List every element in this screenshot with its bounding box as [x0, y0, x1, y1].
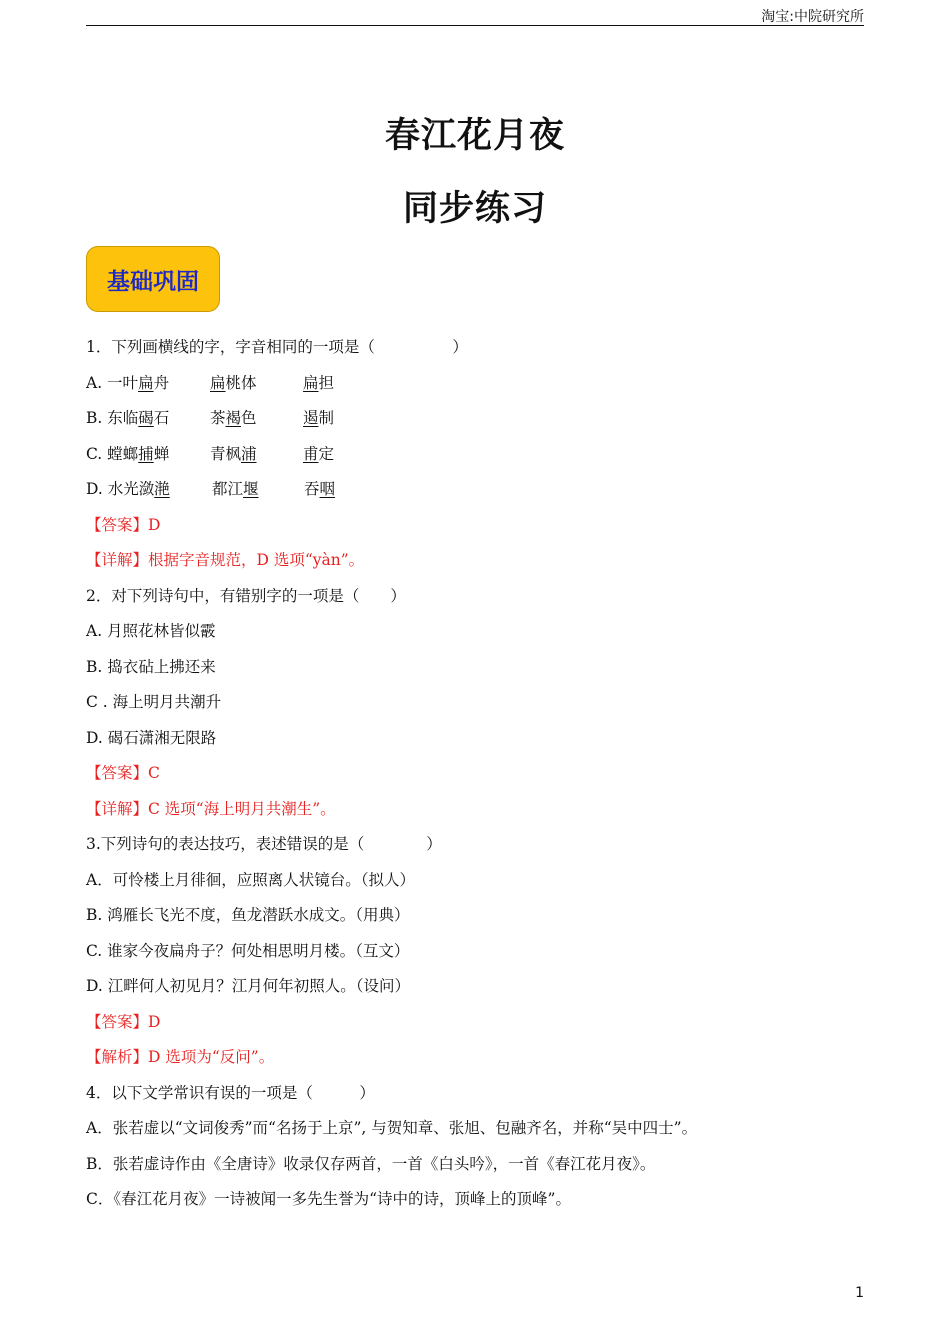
section-badge: 基础巩固 [86, 246, 220, 312]
question-2-explanation: 【详解】C 选项“海上明月共潮生”。 [86, 799, 336, 818]
question-2-answer: 【答案】C [86, 764, 160, 782]
question-4-option-a: A．张若虚以“文词俊秀”而“名扬于上京”, 与贺知章、张旭、包融齐名，并称“吴中四士”。 [86, 1119, 698, 1137]
page-number: 1 [855, 1285, 864, 1301]
question-1-answer: 【答案】D [86, 515, 161, 534]
question-1-option-b: B. 东临碣石 茶褐色 遏制 [86, 409, 335, 427]
underlined-char: 滟 [154, 480, 170, 498]
question-3-option-a: A．可怜楼上月徘徊，应照离人状镜台。（拟人） [86, 870, 415, 889]
question-1-option-a: A. 一叶扁舟 扁桃体 扁担 [86, 373, 335, 392]
question-2-stem: 2．对下列诗句中，有错别字的一项是（ ） [86, 586, 406, 605]
underlined-char: 咽 [319, 480, 336, 498]
question-2-option-d: D. 碣石潇湘无限路 [86, 728, 217, 747]
header-rule [86, 25, 864, 26]
underlined-char: 浦 [241, 444, 257, 463]
question-4-option-c: C．《春江花月夜》一诗被闻一多先生誉为“诗中的诗，顶峰上的顶峰”。 [86, 1190, 571, 1208]
question-3-option-c: C. 谁家今夜扁舟子？何处相思明月楼。（互文） [86, 941, 410, 960]
underlined-char: 褐 [225, 409, 242, 427]
option-label: C. 螳螂 [86, 444, 139, 463]
underlined-char: 扁 [138, 373, 154, 392]
underlined-char: 遏 [303, 409, 319, 427]
option-label: B. 东临 [86, 409, 139, 427]
header-text: 淘宝:中院研究所 [761, 9, 864, 25]
question-3-answer: 【答案】D [86, 1012, 161, 1031]
document-title: 春江花月夜 [384, 116, 565, 156]
question-3-explanation: 【解析】D 选项为“反问”。 [86, 1048, 275, 1066]
question-list [86, 330, 876, 1218]
question-1-option-d: D. 水光潋滟 都江堰 吞咽 [86, 480, 336, 498]
question-2-option-b: B. 捣衣砧上拂还来 [86, 657, 216, 676]
question-1-stem: 1．下列画横线的字，字音相同的一项是（ ） [86, 338, 468, 356]
question-2-option-a: A. 月照花林皆似霰 [86, 622, 216, 640]
option-label: D. 水光潋 [86, 480, 155, 498]
question-4-option-b: B．张若虚诗作由《全唐诗》收录仅存两首，一首《白头吟》，一首《春江花月夜》。 [86, 1154, 656, 1173]
question-4-stem: 4．以下文学常识有误的一项是（ ） [86, 1083, 375, 1102]
question-1-explanation: 【详解】根据字音规范，D 选项“yàn”。 [86, 551, 365, 569]
question-2-option-c: C . 海上明月共潮升 [86, 693, 222, 711]
underlined-char: 扁 [303, 373, 319, 392]
document-subtitle: 同步练习 [402, 189, 547, 229]
question-3-option-b: B. 鸿雁长飞光不度，鱼龙潜跃水成文。（用典） [86, 906, 410, 924]
question-1-option-c: C. 螳螂捕蝉 青枫浦 甫定 [86, 444, 335, 463]
underlined-char: 扁 [210, 373, 226, 392]
underlined-char: 甫 [303, 444, 319, 463]
underlined-char: 碣 [138, 409, 154, 427]
question-3-stem: 3.下列诗句的表达技巧，表述错误的是（ ） [86, 835, 442, 853]
underlined-char: 堰 [243, 480, 259, 498]
question-3-option-d: D. 江畔何人初见月？江月何年初照人。（设问） [86, 977, 410, 995]
underlined-char: 捕 [138, 444, 154, 463]
option-label: A. 一叶 [86, 373, 139, 392]
